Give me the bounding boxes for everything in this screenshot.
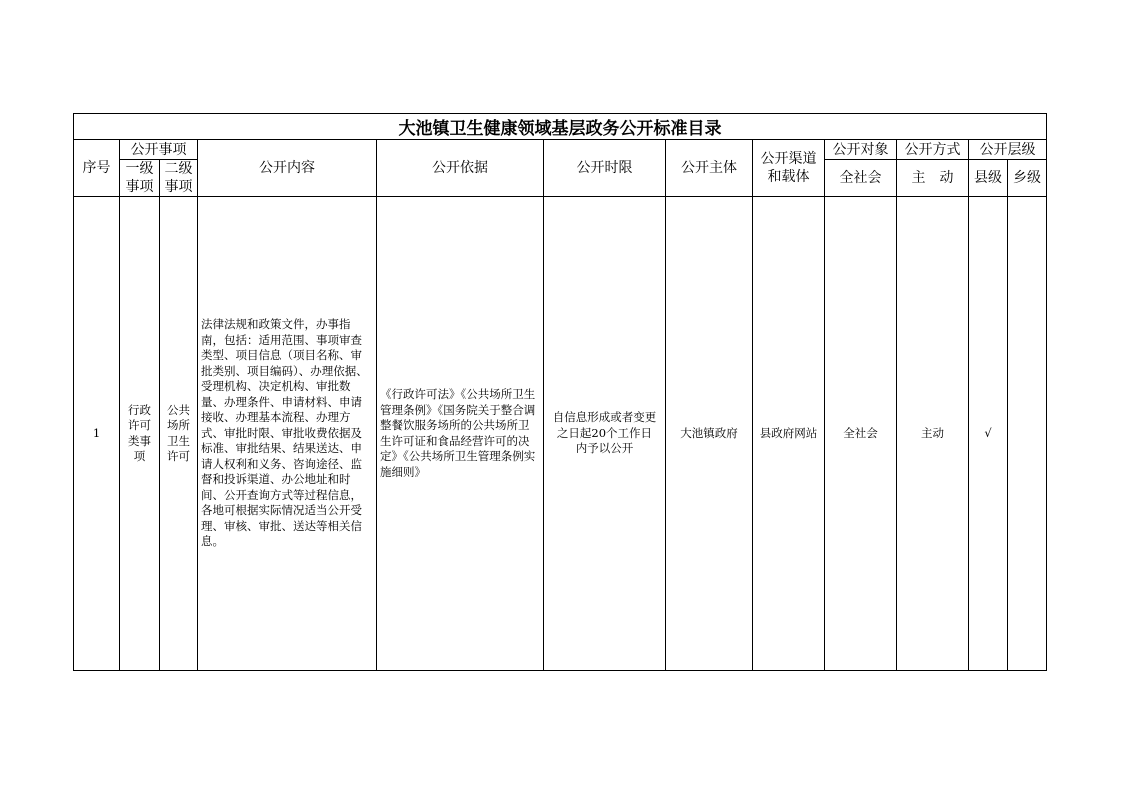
header-tier: 公开层级 — [969, 140, 1047, 160]
header-channel: 公开渠道和载体 — [753, 140, 825, 197]
cell-town — [1008, 197, 1047, 671]
cell-county-check: √ — [969, 197, 1008, 671]
header-method-active: 主 动 — [897, 160, 969, 197]
header-method: 公开方式 — [897, 140, 969, 160]
cell-basis: 《行政许可法》《公共场所卫生管理条例》《国务院关于整合调整餐饮服务场所的公共场所卫生许可证和食品经营许可的决定》《公共场所卫生管理条例实施细则》 — [377, 197, 544, 671]
header-target-all: 全社会 — [825, 160, 897, 197]
header-level1: 一级事项 — [120, 160, 160, 197]
header-level2: 二级事项 — [160, 160, 198, 197]
cell-level1: 行政许可类事项 — [120, 197, 160, 671]
cell-method: 主动 — [897, 197, 969, 671]
cell-content: 法律法规和政策文件，办事指南，包括：适用范围、事项审查类型、项目信息（项目名称、审批类别、项目编码）、办理依据、受理机构、决定机构、审批数量、办理条件、申请材料、申请接收、办理基本流程、办理方式、审批时限、审批收费依据及标准、审批结果、结果送达、申请人权利和义务、咨询途径、监督和投诉渠道、办公地址和时间、公开查询方式等过程信息，各地可根据实际情况适当公开受理、审核、审批、送达等相关信息。 — [198, 197, 377, 671]
table-title: 大池镇卫生健康领域基层政务公开标准目录 — [74, 114, 1047, 140]
header-target: 公开对象 — [825, 140, 897, 160]
header-matters: 公开事项 — [120, 140, 198, 160]
cell-seq: 1 — [74, 197, 120, 671]
header-seq: 序号 — [74, 140, 120, 197]
table-row — [74, 197, 1047, 671]
cell-subject: 大池镇政府 — [666, 197, 753, 671]
cell-time-limit: 自信息形成或者变更之日起20个工作日内予以公开 — [544, 197, 666, 671]
header-time-limit: 公开时限 — [544, 140, 666, 197]
cell-target: 全社会 — [825, 197, 897, 671]
public-affairs-catalog-table — [73, 113, 1047, 671]
header-tier-town: 乡级 — [1008, 160, 1047, 197]
header-basis: 公开依据 — [377, 140, 544, 197]
cell-channel: 县政府网站 — [753, 197, 825, 671]
cell-level2: 公共场所卫生许可 — [160, 197, 198, 671]
header-subject: 公开主体 — [666, 140, 753, 197]
header-content: 公开内容 — [198, 140, 377, 197]
header-tier-county: 县级 — [969, 160, 1008, 197]
